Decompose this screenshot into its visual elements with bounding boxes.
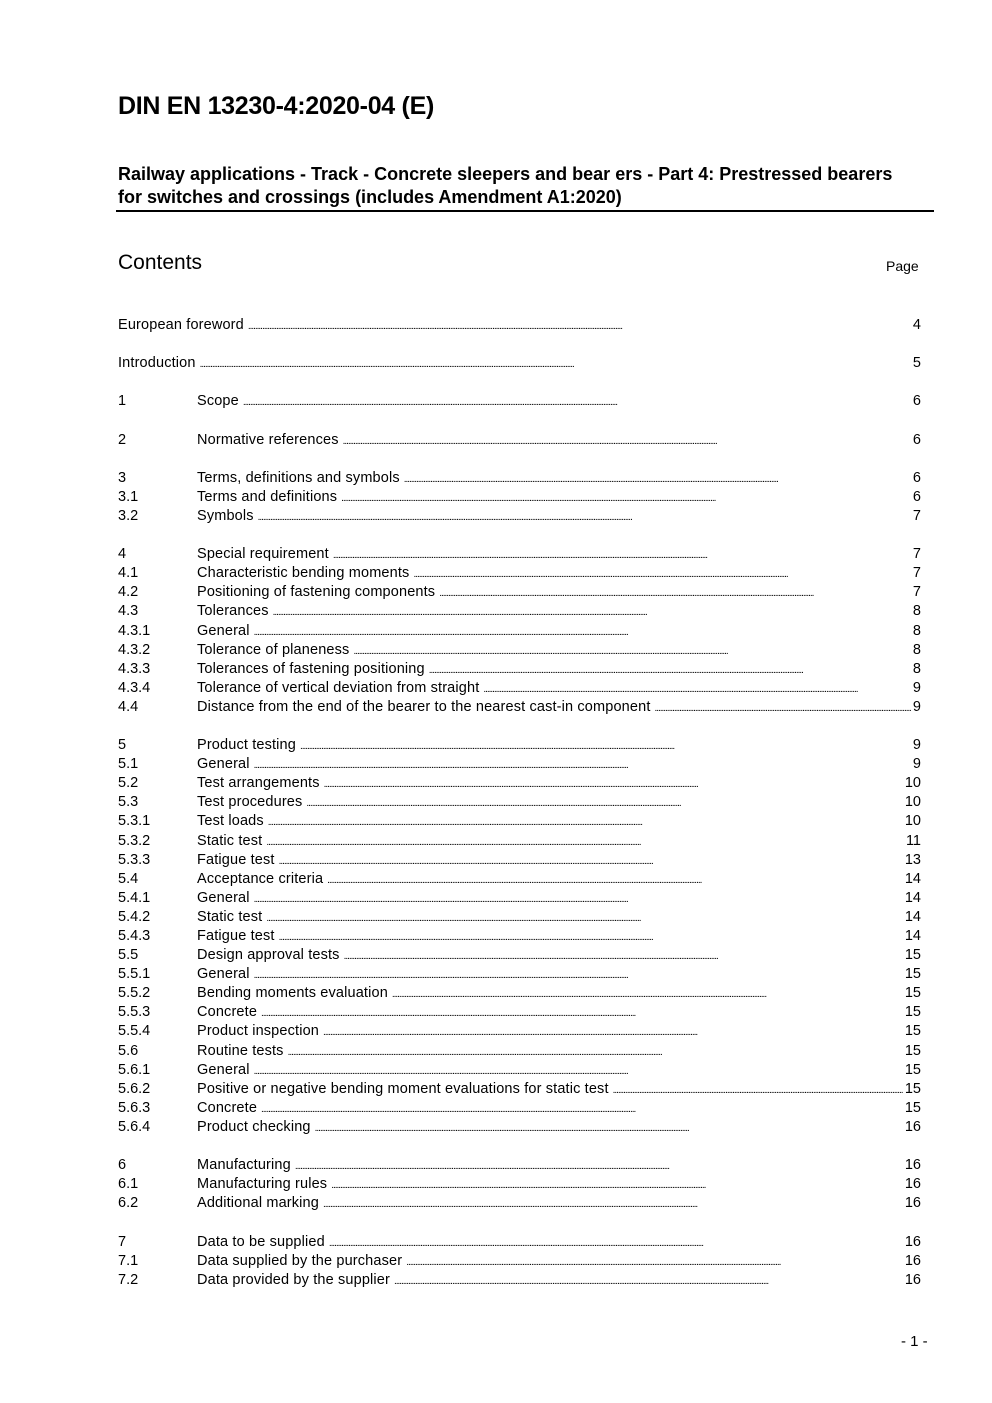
toc-entry-page: 11 xyxy=(905,832,921,849)
toc-leader-dots xyxy=(248,316,911,336)
toc-entry-title: European foreword xyxy=(118,317,244,333)
toc-entry-title: Test arrangements xyxy=(197,775,320,792)
toc-entry-title: Test loads xyxy=(197,813,264,830)
toc-leader-dots xyxy=(394,1271,903,1291)
toc-entry-number: 5.6.3 xyxy=(118,1099,151,1116)
toc-entry[interactable] xyxy=(118,984,921,1003)
toc-entry-title: Introduction xyxy=(118,355,196,372)
toc-leader-dots xyxy=(341,488,911,508)
toc-entry[interactable] xyxy=(118,774,921,793)
toc-entry[interactable] xyxy=(118,736,921,755)
toc-leader-dots xyxy=(353,641,910,661)
page-column-label: Page xyxy=(886,258,919,274)
toc-entry-number: 5.4.3 xyxy=(118,928,151,944)
toc-entry-title: General xyxy=(197,622,250,639)
toc-entry[interactable] xyxy=(118,1175,921,1194)
toc-entry[interactable] xyxy=(118,507,921,526)
toc-entry[interactable] xyxy=(118,488,921,507)
toc-entry[interactable] xyxy=(118,354,921,373)
toc-entry[interactable] xyxy=(118,1003,921,1022)
toc-entry[interactable] xyxy=(118,1022,921,1041)
toc-entry-title: Static test xyxy=(197,908,263,925)
toc-entry-title: Characteristic bending moments xyxy=(197,565,410,582)
toc-leader-dots xyxy=(655,698,911,718)
toc-entry-page: 6 xyxy=(912,393,921,410)
toc-leader-dots xyxy=(279,927,903,947)
toc-entry-page: 16 xyxy=(904,1157,921,1174)
toc-leader-dots xyxy=(613,1080,903,1100)
toc-entry-page: 15 xyxy=(904,1080,921,1097)
footer-page-number: - 1 - xyxy=(901,1333,928,1350)
toc-entry-title: Normative references xyxy=(197,431,339,448)
toc-entry-title: Data to be supplied xyxy=(197,1233,325,1250)
toc-entry[interactable] xyxy=(118,1271,921,1290)
toc-entry-number: 5.3.3 xyxy=(118,851,151,868)
toc-leader-dots xyxy=(343,431,911,451)
toc-entry-title: Manufacturing rules xyxy=(197,1176,328,1193)
toc-entry-number: 3.1 xyxy=(118,488,139,505)
toc-entry-page: 15 xyxy=(904,1099,921,1116)
toc-entry[interactable] xyxy=(118,1156,921,1175)
toc-entry[interactable] xyxy=(118,755,921,774)
toc-entry-number: 4.3.1 xyxy=(118,622,151,639)
document-title: DIN EN 13230-4:2020-04 (E) xyxy=(118,92,434,120)
toc-leader-dots xyxy=(306,793,902,813)
toc-entry[interactable] xyxy=(118,622,921,641)
toc-entry-number: 5.2 xyxy=(118,775,139,792)
toc-entry-number: 4 xyxy=(118,546,127,563)
toc-entry-number: 7.2 xyxy=(118,1271,139,1288)
toc-entry-title: Data supplied by the purchaser xyxy=(197,1252,403,1269)
toc-entry-number: 4.3.3 xyxy=(118,660,151,677)
toc-entry-title: Distance from the end of the bearer to the nearest cast-in component xyxy=(197,698,651,715)
toc-leader-dots xyxy=(333,545,911,565)
toc-leader-dots xyxy=(254,755,911,775)
toc-entry-number: 4.2 xyxy=(118,584,139,601)
toc-leader-dots xyxy=(327,870,903,890)
toc-entry-page: 16 xyxy=(904,1252,921,1269)
toc-entry-number: 6 xyxy=(118,1157,127,1174)
document-subtitle: Railway applications - Track - Concrete sleepers and bear ers - Part 4: Prestressed bearers for switches and crossings (includes Amendment A1:2020) xyxy=(118,164,893,207)
toc-entry-title: Concrete xyxy=(197,1099,258,1116)
toc-entry-number: 7.1 xyxy=(118,1252,139,1269)
toc-entry-number: 4.1 xyxy=(118,565,139,582)
toc-entry[interactable] xyxy=(118,1080,921,1099)
toc-entry-title: Scope xyxy=(197,393,239,410)
toc-entry-page: 15 xyxy=(904,1061,921,1078)
toc-entry[interactable] xyxy=(118,927,921,946)
toc-entry-page: 13 xyxy=(904,851,921,868)
toc-entry-title: Product inspection xyxy=(197,1023,319,1040)
toc-entry-number: 2 xyxy=(118,431,127,448)
toc-entry-number: 6.2 xyxy=(118,1195,139,1212)
toc-entry[interactable] xyxy=(118,1061,921,1080)
toc-entry[interactable] xyxy=(118,431,921,450)
toc-leader-dots xyxy=(243,392,911,412)
toc-entry[interactable] xyxy=(118,1252,921,1271)
toc-entry-number: 5.3 xyxy=(118,794,139,811)
toc-entry-page: 4 xyxy=(912,317,921,333)
toc-entry-title: Terms and definitions xyxy=(197,488,338,505)
toc-entry-page: 7 xyxy=(912,565,921,582)
toc-entry-title: Special requirement xyxy=(197,546,329,563)
toc-entry-title: Tolerance of planeness xyxy=(197,641,350,658)
toc-entry[interactable] xyxy=(118,316,921,335)
toc-entry[interactable] xyxy=(118,1099,921,1118)
toc-entry-title: General xyxy=(197,1061,250,1078)
toc-leader-dots xyxy=(200,354,911,374)
toc-entry[interactable] xyxy=(118,1118,921,1137)
toc-leader-dots xyxy=(279,851,903,871)
toc-entry-page: 8 xyxy=(912,603,921,620)
toc-leader-dots xyxy=(261,1003,903,1023)
toc-entry-number: 5.3.1 xyxy=(118,813,151,830)
toc-entry[interactable] xyxy=(118,851,921,870)
toc-entry-page: 14 xyxy=(904,928,921,944)
toc-entry-number: 5.5.3 xyxy=(118,1004,151,1021)
toc-entry-page: 6 xyxy=(912,469,921,486)
toc-entry[interactable] xyxy=(118,1194,921,1213)
toc-entry[interactable] xyxy=(118,793,921,812)
toc-entry-title: Product checking xyxy=(197,1118,311,1135)
toc-leader-dots xyxy=(258,507,911,527)
table-of-contents xyxy=(118,316,921,1290)
toc-leader-dots xyxy=(266,908,903,928)
toc-leader-dots xyxy=(329,1233,903,1253)
toc-leader-dots xyxy=(315,1118,903,1138)
toc-leader-dots xyxy=(300,736,911,756)
toc-entry-number: 5.6.2 xyxy=(118,1080,151,1097)
toc-entry[interactable] xyxy=(118,832,921,851)
toc-entry-page: 15 xyxy=(904,947,921,964)
toc-entry-title: Data provided by the supplier xyxy=(197,1271,390,1288)
toc-entry-page: 14 xyxy=(904,870,921,887)
toc-entry-page: 6 xyxy=(912,488,921,505)
toc-entry-title: Manufacturing xyxy=(197,1157,291,1174)
toc-entry-title: Routine tests xyxy=(197,1042,284,1059)
toc-entry-number: 4.3.2 xyxy=(118,641,151,658)
toc-entry-page: 9 xyxy=(912,737,921,754)
toc-leader-dots xyxy=(404,469,911,489)
toc-entry-number: 5.4.2 xyxy=(118,908,151,925)
toc-entry-number: 4.3 xyxy=(118,603,139,620)
toc-leader-dots xyxy=(254,1061,903,1081)
toc-entry-page: 8 xyxy=(912,622,921,639)
toc-entry-title: Positioning of fastening components xyxy=(197,584,436,601)
toc-entry-page: 10 xyxy=(904,813,921,830)
toc-entry-page: 16 xyxy=(904,1118,921,1135)
toc-entry-page: 10 xyxy=(904,794,921,811)
toc-entry-page: 5 xyxy=(912,355,921,372)
toc-leader-dots xyxy=(288,1042,903,1062)
toc-leader-dots xyxy=(268,812,903,832)
toc-entry-title: Fatigue test xyxy=(197,851,275,868)
toc-entry-title: Test procedures xyxy=(197,794,303,811)
toc-entry-number: 5.6 xyxy=(118,1042,139,1059)
toc-entry[interactable] xyxy=(118,889,921,908)
toc-entry-title: Additional marking xyxy=(197,1195,319,1212)
toc-entry-title: Positive or negative bending moment evaluations for static test xyxy=(197,1080,609,1097)
toc-entry[interactable] xyxy=(118,469,921,488)
toc-entry[interactable] xyxy=(118,564,921,583)
toc-entry[interactable] xyxy=(118,870,921,889)
title-rule xyxy=(116,210,934,212)
toc-entry-page: 7 xyxy=(912,584,921,601)
toc-leader-dots xyxy=(344,946,903,966)
toc-entry-title: Terms, definitions and symbols xyxy=(197,469,400,486)
toc-leader-dots xyxy=(261,1099,903,1119)
toc-leader-dots xyxy=(295,1156,903,1176)
toc-entry-title: Static test xyxy=(197,832,263,849)
toc-entry-number: 1 xyxy=(118,393,127,410)
toc-entry-number: 5.4 xyxy=(118,870,139,887)
toc-entry-number: 5.6.1 xyxy=(118,1061,151,1078)
toc-entry-number: 5.3.2 xyxy=(118,832,151,849)
toc-entry-title: Tolerance of vertical deviation from straight xyxy=(197,679,480,696)
toc-entry-number: 5.6.4 xyxy=(118,1118,151,1135)
toc-entry[interactable] xyxy=(118,545,921,564)
toc-entry-page: 16 xyxy=(904,1176,921,1193)
toc-leader-dots xyxy=(406,1252,903,1272)
toc-leader-dots xyxy=(324,774,903,794)
toc-entry[interactable] xyxy=(118,679,921,698)
toc-entry-number: 5 xyxy=(118,737,127,754)
toc-leader-dots xyxy=(439,583,911,603)
toc-entry-page: 15 xyxy=(904,1023,921,1040)
toc-entry-title: Tolerances of fastening positioning xyxy=(197,660,425,677)
toc-entry-title: Bending moments evaluation xyxy=(197,985,388,1002)
toc-entry-title: Tolerances xyxy=(197,603,269,620)
toc-entry-page: 7 xyxy=(912,507,921,524)
toc-leader-dots xyxy=(392,984,903,1004)
toc-entry-page: 15 xyxy=(904,1004,921,1021)
toc-entry-page: 10 xyxy=(904,775,921,792)
toc-leader-dots xyxy=(254,622,911,642)
toc-entry-page: 9 xyxy=(912,698,921,715)
toc-entry-title: Product testing xyxy=(197,737,296,754)
toc-entry-page: 8 xyxy=(912,660,921,677)
toc-entry-title: Design approval tests xyxy=(197,947,340,964)
toc-entry-number: 5.5.4 xyxy=(118,1023,151,1040)
toc-entry-title: General xyxy=(197,966,250,983)
toc-entry[interactable] xyxy=(118,641,921,660)
toc-entry-number: 5.5 xyxy=(118,947,139,964)
toc-entry[interactable] xyxy=(118,812,921,831)
toc-entry-page: 15 xyxy=(904,966,921,983)
toc-entry-page: 14 xyxy=(904,908,921,925)
toc-entry[interactable] xyxy=(118,392,921,411)
toc-entry[interactable] xyxy=(118,908,921,927)
toc-entry-title: General xyxy=(197,756,250,773)
toc-leader-dots xyxy=(273,602,911,622)
toc-entry-page: 15 xyxy=(904,1042,921,1059)
toc-entry-title: General xyxy=(197,889,250,906)
toc-entry-number: 5.5.1 xyxy=(118,966,151,983)
toc-entry[interactable] xyxy=(118,660,921,679)
toc-entry[interactable] xyxy=(118,1042,921,1061)
toc-entry[interactable] xyxy=(118,698,921,717)
toc-entry-page: 9 xyxy=(912,679,921,696)
toc-entry-page: 16 xyxy=(904,1271,921,1288)
toc-entry[interactable] xyxy=(118,965,921,984)
toc-entry-page: 7 xyxy=(912,546,921,563)
toc-leader-dots xyxy=(254,889,903,909)
toc-entry-number: 4.4 xyxy=(118,698,139,715)
toc-leader-dots xyxy=(254,965,903,985)
toc-entry-number: 5.5.2 xyxy=(118,985,151,1002)
toc-leader-dots xyxy=(429,660,911,680)
toc-entry-number: 4.3.4 xyxy=(118,679,151,696)
toc-entry-number: 5.4.1 xyxy=(118,889,151,906)
toc-entry-page: 14 xyxy=(904,889,921,906)
toc-entry-page: 6 xyxy=(912,431,921,448)
toc-leader-dots xyxy=(413,564,910,584)
toc-entry-number: 7 xyxy=(118,1233,127,1250)
toc-entry[interactable] xyxy=(118,602,921,621)
toc-leader-dots xyxy=(323,1194,903,1214)
toc-entry-number: 3.2 xyxy=(118,507,139,524)
toc-entry-title: Concrete xyxy=(197,1004,258,1021)
toc-entry-title: Acceptance criteria xyxy=(197,870,324,887)
toc-leader-dots xyxy=(323,1022,903,1042)
toc-entry-title: Fatigue test xyxy=(197,928,275,944)
toc-entry[interactable] xyxy=(118,946,921,965)
toc-entry-page: 16 xyxy=(904,1195,921,1212)
toc-entry[interactable] xyxy=(118,583,921,602)
toc-entry-number: 6.1 xyxy=(118,1176,139,1193)
toc-leader-dots xyxy=(331,1175,903,1195)
contents-heading: Contents xyxy=(118,251,203,274)
toc-entry-number: 3 xyxy=(118,469,127,486)
toc-entry-number: 5.1 xyxy=(118,756,139,773)
toc-entry-page: 9 xyxy=(912,756,921,773)
toc-entry-title: Symbols xyxy=(197,507,254,524)
toc-entry-page: 8 xyxy=(912,641,921,658)
toc-entry-page: 16 xyxy=(904,1233,921,1250)
toc-leader-dots xyxy=(483,679,911,699)
toc-entry-page: 15 xyxy=(904,985,921,1002)
toc-entry[interactable] xyxy=(118,1233,921,1252)
toc-leader-dots xyxy=(266,832,904,852)
